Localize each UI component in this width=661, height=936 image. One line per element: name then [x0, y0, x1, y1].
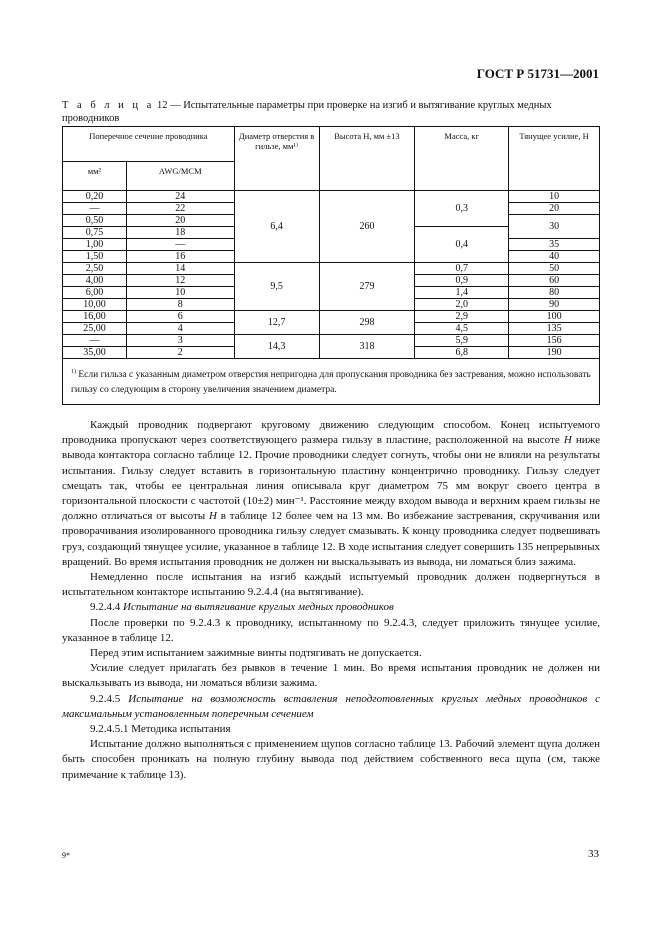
cell-awg: 16 — [126, 251, 234, 263]
cell-awg: 12 — [126, 275, 234, 287]
section-heading — [62, 600, 600, 615]
cell-mm2: — — [63, 203, 127, 215]
cell-force: 90 — [509, 299, 600, 311]
cell-mass: 6,8 — [415, 347, 509, 359]
cell-force: 135 — [509, 323, 600, 335]
section-number: 9.2.4.4 — [90, 601, 123, 614]
footnote-mark: 1) — [71, 369, 76, 375]
cell-force: 80 — [509, 287, 600, 299]
paragraph-text: ниже вывода контактора согласно таблице 12. Прочие проводники следует согнуть, чтобы они не влияли на результаты испытания. Гильзу следует вставить в горизонтальную пластину концентрично проводнику. Гильзу следует смещать так, чтобы ее центральная линия описывала круг диаметром 75 мм вокруг своего центра в горизонтальной плоскости с частотой (10±2) мин⁻¹. Расстояние между входом вывода и верхним краем гильзы не должно отличаться от высоты — [62, 434, 600, 523]
cell-height: 279 — [319, 263, 415, 311]
test-parameters-table — [62, 126, 600, 405]
cell-force: 156 — [509, 335, 600, 347]
paragraph-text: в таблице 12 более чем на 13 мм. Во избежание застревания, скручивания или проворачивания изолированного проводника гильзу следует смазывать. К концу проводника следует подвешивать груз, создающий тянущее усилие, указанное в таблице 12. В ходе испытания следует совершить 135 непрерывных вращений. Во время испытания проводник не должен ни выскальзывать из вывода, ни ломаться близ зажима. — [62, 510, 600, 568]
cell-mm2: 4,00 — [63, 275, 127, 287]
table-caption-prefix: Т а б л и ц а — [62, 100, 155, 111]
cell-mass: 4,5 — [415, 323, 509, 335]
cell-awg: 4 — [126, 323, 234, 335]
cell-awg: 24 — [126, 191, 234, 203]
section-title: Испытание на вытягивание круглых медных проводников — [123, 601, 394, 614]
cell-force: 50 — [509, 263, 600, 275]
header-mm2: мм² — [63, 162, 127, 191]
cell-mass: 0,7 — [415, 263, 509, 275]
cell-awg: 10 — [126, 287, 234, 299]
table-caption-text: 12 — Испытательные параметры при проверке на изгиб и вытягивание круглых медных проводников — [62, 100, 552, 124]
symbol-h: H — [563, 434, 572, 447]
cell-awg: 14 — [126, 263, 234, 275]
table-row — [63, 311, 600, 323]
table-footnote — [63, 359, 600, 405]
footnote-text: Если гильза с указанным диаметром отверстия непригодна для пропускания проводника без застревания, можно использовать гильзу со следующим в сторону увеличения значением диаметра. — [71, 370, 591, 396]
cell-awg: 20 — [126, 215, 234, 227]
table-footnote-row — [63, 359, 600, 405]
cell-mm2: 0,20 — [63, 191, 127, 203]
cell-force: 190 — [509, 347, 600, 359]
cell-mass: 2,0 — [415, 299, 509, 311]
cell-height: 298 — [319, 311, 415, 335]
subsection-heading: 9.2.4.5.1 Методика испытания — [90, 723, 231, 736]
section-number: 9.2.4.5 — [90, 692, 129, 705]
cell-mm2: 35,00 — [63, 347, 127, 359]
header-diameter: Диаметр отверстия в гильзе, мм¹⁾ — [234, 127, 319, 191]
cell-mm2: 0,50 — [63, 215, 127, 227]
section-heading — [62, 692, 600, 722]
cell-mm2: 1,50 — [63, 251, 127, 263]
signature-mark: 9* — [62, 851, 70, 860]
cell-force: 35 — [509, 239, 600, 251]
paragraph: После проверки по 9.2.4.3 к проводнику, испытанному по 9.2.4.3, следует приложить тянущее усилие, указанное в таблице 12. — [62, 616, 600, 644]
paragraph-text: Каждый проводник подвергают круговому движению следующим способом. Конец испытуемого проводника пропускают через соответствующего размера гильзу в пластине, расположенной на высоте — [62, 419, 600, 447]
cell-mm2: 6,00 — [63, 287, 127, 299]
cell-awg: 18 — [126, 227, 234, 239]
cell-diameter: 9,5 — [234, 263, 319, 311]
cell-force: 40 — [509, 251, 600, 263]
cell-mm2: 0,75 — [63, 227, 127, 239]
table-row — [63, 335, 600, 347]
header-cross-section: Поперечное сечение проводника — [63, 127, 235, 162]
cell-diameter: 12,7 — [234, 311, 319, 335]
cell-mass: 5,9 — [415, 335, 509, 347]
cell-diameter: 6,4 — [234, 191, 319, 263]
cell-mm2: 25,00 — [63, 323, 127, 335]
header-mass: Масса, кг — [415, 127, 509, 191]
cell-mm2: — — [63, 335, 127, 347]
cell-awg: 2 — [126, 347, 234, 359]
paragraph: Испытание должно выполняться с применением щупов согласно таблице 13. Рабочий элемент щупа должен быть способен проникать на полную глубину вывода под действием собственного веса щупа (см, также примечание к таблице 13). — [62, 738, 600, 781]
cell-diameter: 14,3 — [234, 335, 319, 359]
table-caption — [62, 99, 600, 125]
cell-height: 318 — [319, 335, 415, 359]
cell-mass: 1,4 — [415, 287, 509, 299]
cell-awg: 22 — [126, 203, 234, 215]
table-row — [63, 191, 600, 203]
header-force: Тянущее усилие, Н — [509, 127, 600, 191]
cell-awg: — — [126, 239, 234, 251]
cell-mass: 0,3 — [415, 191, 509, 227]
symbol-h: H — [209, 510, 217, 523]
cell-awg: 6 — [126, 311, 234, 323]
cell-mm2: 10,00 — [63, 299, 127, 311]
cell-mass: 0,9 — [415, 275, 509, 287]
cell-mm2: 1,00 — [63, 239, 127, 251]
paragraph — [62, 418, 600, 570]
page-number: 33 — [588, 848, 599, 860]
cell-force: 60 — [509, 275, 600, 287]
cell-height: 260 — [319, 191, 415, 263]
paragraph: Немедленно после испытания на изгиб каждый испытуемый проводник должен подвергнуться в испытательном контакторе испытанию 9.2.4.4 (на вытягивание). — [62, 571, 600, 599]
paragraph: Перед этим испытанием зажимные винты подтягивать не допускается. — [90, 647, 422, 660]
cell-mass: 2,9 — [415, 311, 509, 323]
cell-mass: 0,4 — [415, 227, 509, 263]
cell-mm2: 16,00 — [63, 311, 127, 323]
header-height: Высота H, мм ±13 — [319, 127, 415, 191]
cell-force: 100 — [509, 311, 600, 323]
cell-awg: 3 — [126, 335, 234, 347]
paragraph: Усилие следует прилагать без рывков в течение 1 мин. Во время испытания проводник не должен ни выскальзывать из вывода, ни ломаться вблизи зажима. — [62, 662, 600, 690]
cell-force: 30 — [509, 215, 600, 239]
cell-awg: 8 — [126, 299, 234, 311]
body-text — [62, 418, 600, 783]
cell-force: 10 — [509, 191, 600, 203]
table-row — [63, 263, 600, 275]
cell-mm2: 2,50 — [63, 263, 127, 275]
cell-force: 20 — [509, 203, 600, 215]
header-awg: AWG/MCM — [126, 162, 234, 191]
section-title: Испытание на возможность вставления неподготовленных круглых медных проводников с максимальным установленным поперечным сечением — [62, 692, 601, 720]
document-header: ГОСТ Р 51731—2001 — [476, 66, 599, 81]
